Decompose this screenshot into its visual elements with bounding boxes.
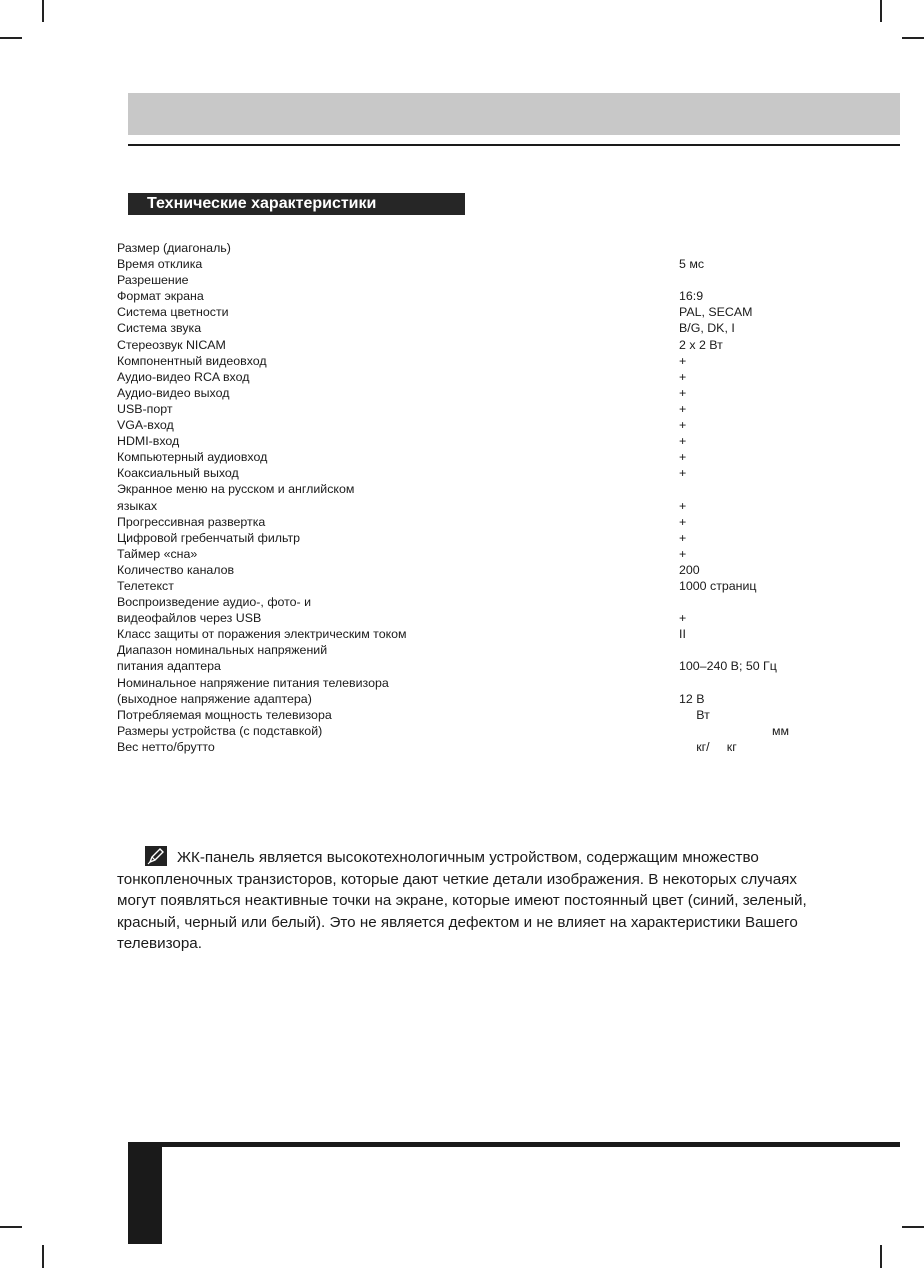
spec-row	[117, 739, 789, 755]
spec-value: 12 В	[679, 691, 705, 706]
spec-row	[117, 304, 789, 320]
spec-value: +	[679, 434, 687, 449]
spec-label: Телетекст	[117, 578, 174, 593]
spec-value: Вт	[679, 707, 710, 722]
spec-row	[117, 723, 789, 739]
spec-label: Воспроизведение аудио-, фото- и	[117, 595, 312, 610]
spec-label: Экранное меню на русском и английском	[117, 482, 355, 497]
spec-row	[117, 433, 789, 449]
header-band	[128, 93, 900, 135]
spec-row	[117, 337, 789, 353]
spec-value: +	[679, 546, 687, 561]
spec-label: Время отклика	[117, 257, 203, 272]
crop-mark	[0, 1226, 22, 1228]
spec-row	[117, 675, 789, 691]
spec-label: видеофайлов через USB	[117, 611, 262, 626]
spec-row	[117, 240, 789, 256]
spec-row	[117, 562, 789, 578]
crop-mark	[42, 0, 44, 22]
footer-bar	[128, 1142, 900, 1147]
spec-row	[117, 691, 789, 707]
section-title: Технические характеристики	[128, 193, 465, 215]
spec-label: Коаксиальный выход	[117, 466, 239, 481]
spec-label: (выходное напряжение адаптера)	[117, 691, 312, 706]
note-text: ЖК-панель является высокотехнологичным устройством, содержащим множество тонкопленочных транзисторов, которые дают четкие детали изображения. В некоторых случаях могут появляться неактивные точки на экране, которые имеют постоянный цвет (синий, зеленый, красный, черный или белый). Это не является дефектом и не влияет на характеристики Вашего телевизора.	[117, 849, 807, 952]
crop-mark	[0, 37, 22, 39]
spec-value: +	[679, 450, 687, 465]
header-rule	[128, 144, 900, 146]
spec-label: Потребляемая мощность телевизора	[117, 707, 332, 722]
spec-label: Аудио-видео выход	[117, 385, 230, 400]
spec-label: VGA-вход	[117, 418, 174, 433]
spec-row	[117, 256, 789, 272]
spec-value: II	[679, 627, 686, 642]
spec-value: 1000 страниц	[679, 578, 757, 593]
spec-row	[117, 401, 789, 417]
spec-value: +	[679, 611, 687, 626]
spec-value: 2 x 2 Вт	[679, 337, 723, 352]
spec-value: +	[679, 369, 687, 384]
spec-row	[117, 481, 789, 497]
spec-row	[117, 546, 789, 562]
spec-row	[117, 465, 789, 481]
spec-row	[117, 498, 789, 514]
spec-row	[117, 626, 789, 642]
pencil-note-icon	[145, 846, 167, 866]
spec-value: +	[679, 418, 687, 433]
spec-label: Система звука	[117, 321, 202, 336]
spec-table	[117, 240, 789, 755]
crop-mark	[880, 0, 882, 22]
crop-mark	[880, 1245, 882, 1268]
spec-value: 100–240 В; 50 Гц	[679, 659, 777, 674]
crop-mark	[902, 1226, 924, 1228]
spec-label: Цифровой гребенчатый фильтр	[117, 530, 301, 545]
spec-value: мм	[679, 723, 789, 738]
spec-value: +	[679, 466, 687, 481]
crop-mark	[902, 37, 924, 39]
spec-label: питания адаптера	[117, 659, 221, 674]
spec-value: B/G, DK, I	[679, 321, 735, 336]
spec-label: Разрешение	[117, 273, 189, 288]
spec-label: Таймер «сна»	[117, 546, 198, 561]
spec-value: +	[679, 385, 687, 400]
spec-label: Прогрессивная развертка	[117, 514, 266, 529]
spec-row	[117, 610, 789, 626]
spec-label: Аудио-видео RCA вход	[117, 369, 250, 384]
spec-row	[117, 353, 789, 369]
spec-label: Вес нетто/брутто	[117, 739, 215, 754]
spec-value: +	[679, 530, 687, 545]
spec-value: +	[679, 498, 687, 513]
spec-value: +	[679, 353, 687, 368]
note-paragraph	[117, 846, 829, 955]
spec-row	[117, 320, 789, 336]
spec-row	[117, 658, 789, 674]
spec-label: Формат экрана	[117, 289, 204, 304]
crop-mark	[42, 1245, 44, 1268]
spec-label: Размеры устройства (с подставкой)	[117, 723, 323, 738]
spec-row	[117, 594, 789, 610]
spec-value: 5 мс	[679, 257, 705, 272]
spec-value: 200	[679, 562, 700, 577]
spec-label: Размер (диагональ)	[117, 241, 231, 255]
spec-row	[117, 514, 789, 530]
spec-row	[117, 385, 789, 401]
spec-label: Стереозвук NICAM	[117, 337, 226, 352]
spec-label: Компонентный видеовход	[117, 353, 267, 368]
spec-label: Система цветности	[117, 305, 229, 320]
spec-value: кг/ кг	[679, 739, 737, 754]
spec-row	[117, 369, 789, 385]
spec-label: HDMI-вход	[117, 434, 180, 449]
spec-label: Компьютерный аудиовход	[117, 450, 268, 465]
spec-row	[117, 642, 789, 658]
spec-row	[117, 417, 789, 433]
spec-row	[117, 449, 789, 465]
spec-label: языках	[117, 498, 158, 513]
spec-value: PAL, SECAM	[679, 305, 753, 320]
spec-row	[117, 530, 789, 546]
spec-row	[117, 707, 789, 723]
spec-row	[117, 578, 789, 594]
spec-row	[117, 272, 789, 288]
footer-block	[128, 1142, 162, 1244]
spec-value: +	[679, 401, 687, 416]
spec-label: Класс защиты от поражения электрическим током	[117, 627, 407, 642]
spec-value: 16:9	[679, 289, 704, 304]
spec-label: Количество каналов	[117, 562, 235, 577]
spec-value: +	[679, 514, 687, 529]
spec-label: Диапазон номинальных напряжений	[117, 643, 328, 658]
spec-label: USB-порт	[117, 401, 173, 416]
spec-row	[117, 288, 789, 304]
spec-label: Номинальное напряжение питания телевизора	[117, 675, 389, 690]
